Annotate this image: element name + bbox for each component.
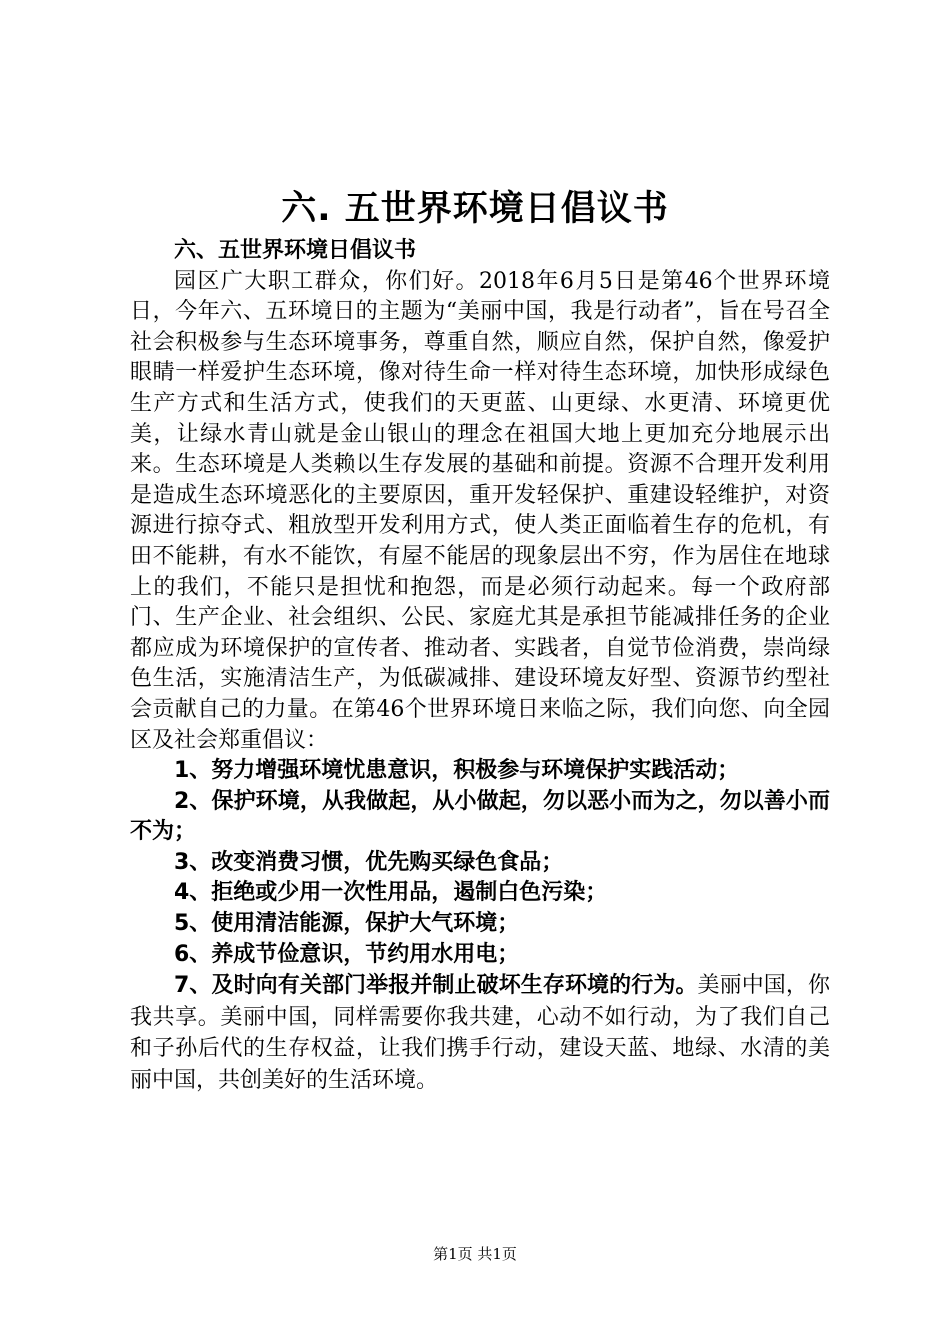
proposal-item-7 [130, 970, 830, 1096]
proposal-item-5: 5、使用清洁能源，保护大气环境； [174, 911, 520, 937]
page-footer: 第1页 共1页 [433, 1245, 517, 1263]
proposal-item-3: 3、改变消费习惯，优先购买绿色食品； [174, 849, 564, 875]
proposal-item-2: 2、保护环境，从我做起，从小做起，勿以恶小而为之，勿以善小而不为； [130, 788, 830, 845]
document-body [130, 236, 830, 1097]
proposal-item-4: 4、拒绝或少用一次性用品，遏制白色污染； [174, 880, 608, 906]
intro-paragraph: 园区广大职工群众，你们好。2018年6月5日是第46个世界环境日，今年六、五环境日的主题为“美丽中国，我是行动者”，旨在号召全社会积极参与生态环境事务，尊重自然，顺应自然，保护自然，像爱护眼睛一样爱护生态环境，像对待生命一样对待生态环境，加快形成绿色生产方式和生活方式，使我们的天更蓝、山更绿、水更清、环境更优美，让绿水青山就是金山银山的理念在祖国大地上更加充分地展示出来。生态环境是人类赖以生存发展的基础和前提。资源不合理开发利用是造成生态环境恶化的主要原因，重开发轻保护、重建设轻维护，对资源进行掠夺式、粗放型开发利用方式，使人类正面临着生存的危机，有田不能耕，有水不能饮，有屋不能居的现象层出不穷，作为居住在地球上的我们，不能只是担忧和抱怨，而是必须行动起来。每一个政府部门、生产企业、社会组织、公民、家庭尤其是承担节能减排任务的企业都应成为环境保护的宣传者、推动者、实践者，自觉节俭消费，崇尚绿色生活，实施清洁生产，为低碳减排、建设环境友好型、资源节约型社会贡献自己的力量。在第46个世界环境日来临之际，我们向您、向全园区及社会郑重倡议： [130, 268, 830, 753]
subheading: 六、五世界环境日倡议书 [174, 238, 417, 263]
proposal-item-7-lead: 7、及时向有关部门举报并制止破坏生存环境的行为。 [174, 973, 698, 999]
proposal-item-6: 6、养成节俭意识，节约用水用电； [174, 941, 520, 967]
closing-text: 美丽中国，你我共享。美丽中国，同样需要你我共建，心动不如行动，为了我们自己和子孙后代的生存权益，让我们携手行动，建设天蓝、地绿、水清的美丽中国，共创美好的生活环境。 [130, 973, 830, 1094]
document-title: 六. 五世界环境日倡议书 [281, 189, 669, 229]
proposal-item-1: 1、努力增强环境忧患意识，积极参与环境保护实践活动； [174, 758, 740, 784]
